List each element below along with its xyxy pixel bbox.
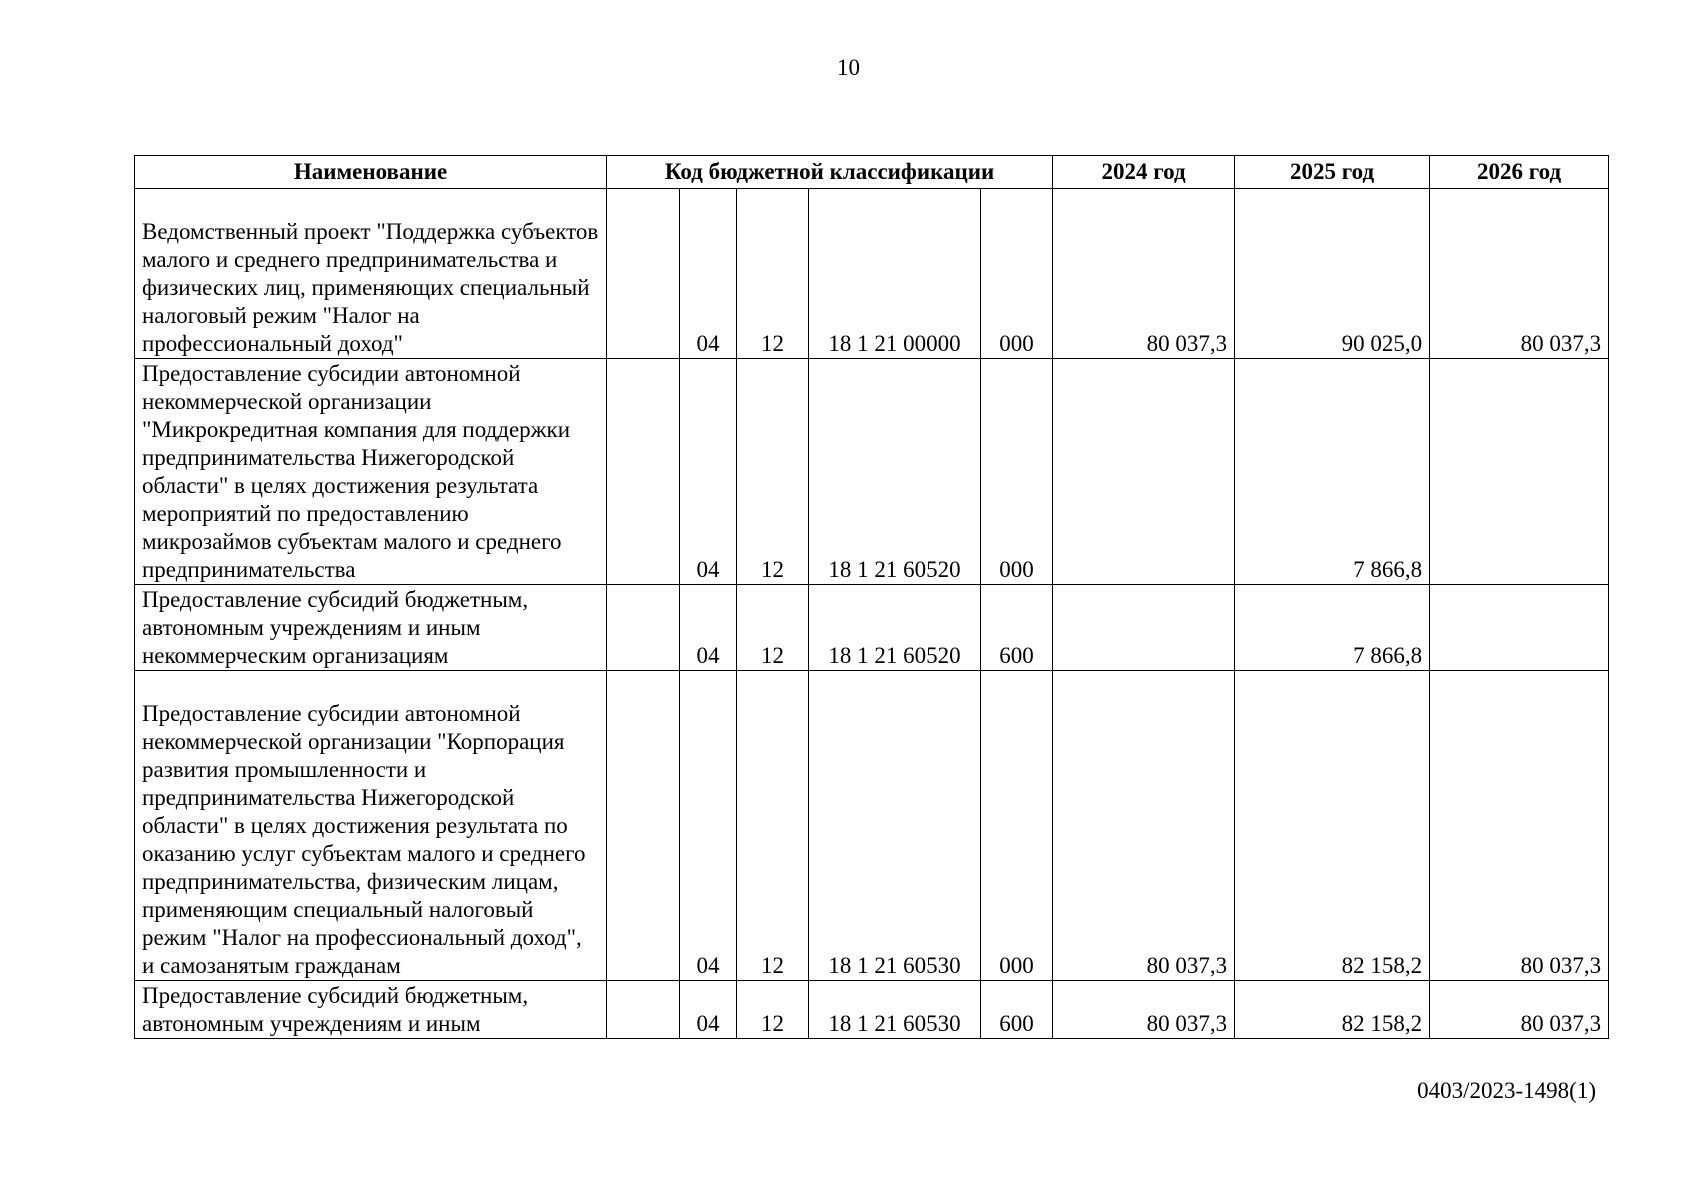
row-amount-2025: 82 158,2	[1235, 671, 1430, 981]
table-row	[135, 189, 1609, 359]
row-target-article: 18 1 21 60530	[809, 671, 981, 981]
row-amount-2026: 80 037,3	[1430, 189, 1609, 359]
table-row	[135, 359, 1609, 585]
header-2025: 2025 год	[1235, 156, 1430, 189]
row-target-article: 18 1 21 60520	[809, 359, 981, 585]
row-subsection-code: 12	[737, 359, 809, 585]
row-target-article: 18 1 21 60530	[809, 981, 981, 1039]
row-expense-type: 000	[981, 359, 1053, 585]
header-row	[135, 156, 1609, 189]
row-amount-2026	[1430, 585, 1609, 671]
row-amount-2024	[1053, 585, 1235, 671]
table-row	[135, 671, 1609, 981]
row-spacer	[607, 671, 680, 981]
row-name: Предоставление субсидии автономной некоммерческой организации "Микрокредитная компания для поддержки предпринимательства Нижегородской области" в целях достижения результата мероприятий по предоставлению микрозаймов субъектам малого и среднего предпринимательства	[135, 359, 607, 585]
row-section-code: 04	[680, 981, 737, 1039]
row-target-article: 18 1 21 60520	[809, 585, 981, 671]
row-section-code: 04	[680, 671, 737, 981]
row-subsection-code: 12	[737, 981, 809, 1039]
row-section-code: 04	[680, 359, 737, 585]
row-expense-type: 000	[981, 189, 1053, 359]
row-subsection-code: 12	[737, 671, 809, 981]
row-spacer	[607, 981, 680, 1039]
row-spacer	[607, 189, 680, 359]
header-code: Код бюджетной классификации	[607, 156, 1053, 189]
row-spacer	[607, 585, 680, 671]
row-amount-2025: 90 025,0	[1235, 189, 1430, 359]
row-subsection-code: 12	[737, 585, 809, 671]
row-expense-type: 600	[981, 585, 1053, 671]
header-2026: 2026 год	[1430, 156, 1609, 189]
row-expense-type: 000	[981, 671, 1053, 981]
row-amount-2024	[1053, 359, 1235, 585]
row-amount-2025: 82 158,2	[1235, 981, 1430, 1039]
row-amount-2025: 7 866,8	[1235, 585, 1430, 671]
row-amount-2024: 80 037,3	[1053, 671, 1235, 981]
row-section-code: 04	[680, 189, 737, 359]
row-name: Предоставление субсидий бюджетным, автономным учреждениям и иным	[135, 981, 607, 1039]
table-row	[135, 585, 1609, 671]
row-section-code: 04	[680, 585, 737, 671]
row-name: Ведомственный проект "Поддержка субъектов малого и среднего предпринимательства и физических лиц, применяющих специальный налоговый режим "Налог на профессиональный доход"	[135, 189, 607, 359]
row-name: Предоставление субсидий бюджетным, автономным учреждениям и иным некоммерческим организациям	[135, 585, 607, 671]
row-spacer	[607, 359, 680, 585]
row-expense-type: 600	[981, 981, 1053, 1039]
header-name: Наименование	[135, 156, 607, 189]
row-amount-2025: 7 866,8	[1235, 359, 1430, 585]
row-amount-2024: 80 037,3	[1053, 189, 1235, 359]
row-amount-2026	[1430, 359, 1609, 585]
row-target-article: 18 1 21 00000	[809, 189, 981, 359]
document-id: 0403/2023-1498(1)	[1417, 1078, 1596, 1103]
row-subsection-code: 12	[737, 189, 809, 359]
table-row	[135, 981, 1609, 1039]
row-amount-2024: 80 037,3	[1053, 981, 1235, 1039]
row-name: Предоставление субсидии автономной некоммерческой организации "Корпорация развития промышленности и предпринимательства Нижегородской области" в целях достижения результата по оказанию услуг субъектам малого и среднего предпринимательства, физическим лицам, применяющим специальный налоговый режим "Налог на профессиональный доход", и самозанятым гражданам	[135, 671, 607, 981]
row-amount-2026: 80 037,3	[1430, 981, 1609, 1039]
row-amount-2026: 80 037,3	[1430, 671, 1609, 981]
page-number: 10	[837, 55, 860, 80]
budget-table	[134, 155, 1609, 1039]
header-2024: 2024 год	[1053, 156, 1235, 189]
